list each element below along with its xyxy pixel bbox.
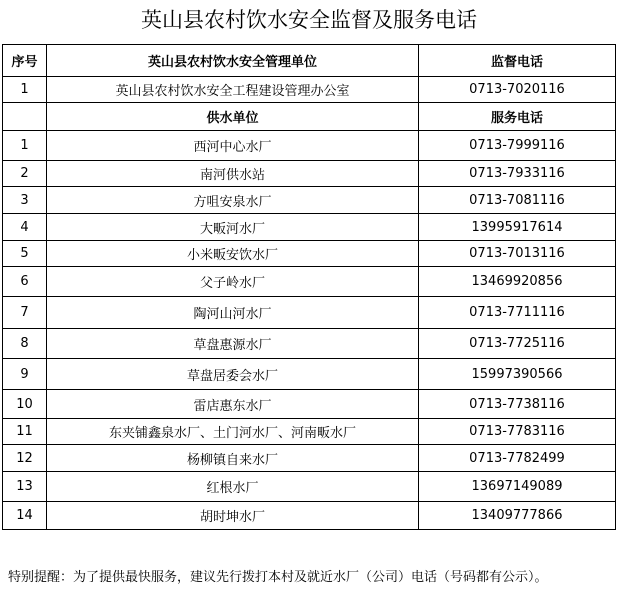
header-supervision-phone: 监督电话 (419, 45, 616, 77)
row-unit: 红根水厂 (47, 472, 419, 502)
row-index: 8 (3, 329, 47, 359)
row-unit: 方咀安泉水厂 (47, 187, 419, 214)
table-row (3, 445, 616, 472)
row-index: 4 (3, 214, 47, 241)
row-index: 3 (3, 187, 47, 214)
row-phone: 0713-7999116 (419, 131, 616, 161)
row-phone: 13697149089 (419, 472, 616, 502)
row-unit: 杨柳镇自来水厂 (47, 445, 419, 472)
row-phone: 0713-7738116 (419, 390, 616, 419)
supply-header-row (3, 103, 616, 131)
row-phone: 0713-7933116 (419, 161, 616, 187)
footer-label: 特别提醒： (8, 570, 74, 585)
row-index: 5 (3, 241, 47, 267)
supply-header-index (3, 103, 47, 131)
row-index: 12 (3, 445, 47, 472)
supply-header-phone: 服务电话 (419, 103, 616, 131)
row-phone: 13409777866 (419, 502, 616, 530)
row-index: 9 (3, 359, 47, 390)
table-row (3, 241, 616, 267)
table-row (3, 329, 616, 359)
row-phone: 13995917614 (419, 214, 616, 241)
page-title: 英山县农村饮水安全监督及服务电话 (141, 8, 477, 32)
table-row (3, 187, 616, 214)
row-unit: 父子岭水厂 (47, 267, 419, 297)
row-index: 7 (3, 297, 47, 329)
row-phone: 0713-7725116 (419, 329, 616, 359)
table-row (3, 419, 616, 445)
table-row (3, 390, 616, 419)
row-phone: 0713-7081116 (419, 187, 616, 214)
footer-note (8, 566, 614, 585)
row-phone: 13469920856 (419, 267, 616, 297)
row-index: 2 (3, 161, 47, 187)
table-row (3, 131, 616, 161)
row-phone: 0713-7013116 (419, 241, 616, 267)
row-unit: 雷店惠东水厂 (47, 390, 419, 419)
management-row (3, 77, 616, 103)
row-unit: 胡时坤水厂 (47, 502, 419, 530)
table-row (3, 267, 616, 297)
row-index: 6 (3, 267, 47, 297)
row-phone: 15997390566 (419, 359, 616, 390)
row-unit: 西河中心水厂 (47, 131, 419, 161)
row-phone: 0713-7782499 (419, 445, 616, 472)
row-unit: 草盘惠源水厂 (47, 329, 419, 359)
header-row (3, 45, 616, 77)
table-row (3, 214, 616, 241)
table-row (3, 297, 616, 329)
header-management-unit: 英山县农村饮水安全管理单位 (47, 45, 419, 77)
row-unit: 陶河山河水厂 (47, 297, 419, 329)
row-phone: 0713-7711116 (419, 297, 616, 329)
management-unit: 英山县农村饮水安全工程建设管理办公室 (47, 77, 419, 103)
row-unit: 南河供水站 (47, 161, 419, 187)
row-unit: 草盘居委会水厂 (47, 359, 419, 390)
table-row (3, 472, 616, 502)
management-index: 1 (3, 77, 47, 103)
supply-header-unit: 供水单位 (47, 103, 419, 131)
row-unit: 东夹铺鑫泉水厂、土门河水厂、河南畈水厂 (47, 419, 419, 445)
row-phone: 0713-7783116 (419, 419, 616, 445)
row-index: 14 (3, 502, 47, 530)
header-index: 序号 (3, 45, 47, 77)
footer-text: 为了提供最快服务，建议先行拨打本村及就近水厂（公司）电话（号码都有公示）。 (73, 570, 548, 585)
row-index: 10 (3, 390, 47, 419)
row-index: 1 (3, 131, 47, 161)
phone-table (2, 44, 616, 530)
row-index: 13 (3, 472, 47, 502)
management-phone: 0713-7020116 (419, 77, 616, 103)
row-unit: 小米畈安饮水厂 (47, 241, 419, 267)
row-unit: 大畈河水厂 (47, 214, 419, 241)
table-row (3, 502, 616, 530)
table-row (3, 161, 616, 187)
row-index: 11 (3, 419, 47, 445)
table-row (3, 359, 616, 390)
